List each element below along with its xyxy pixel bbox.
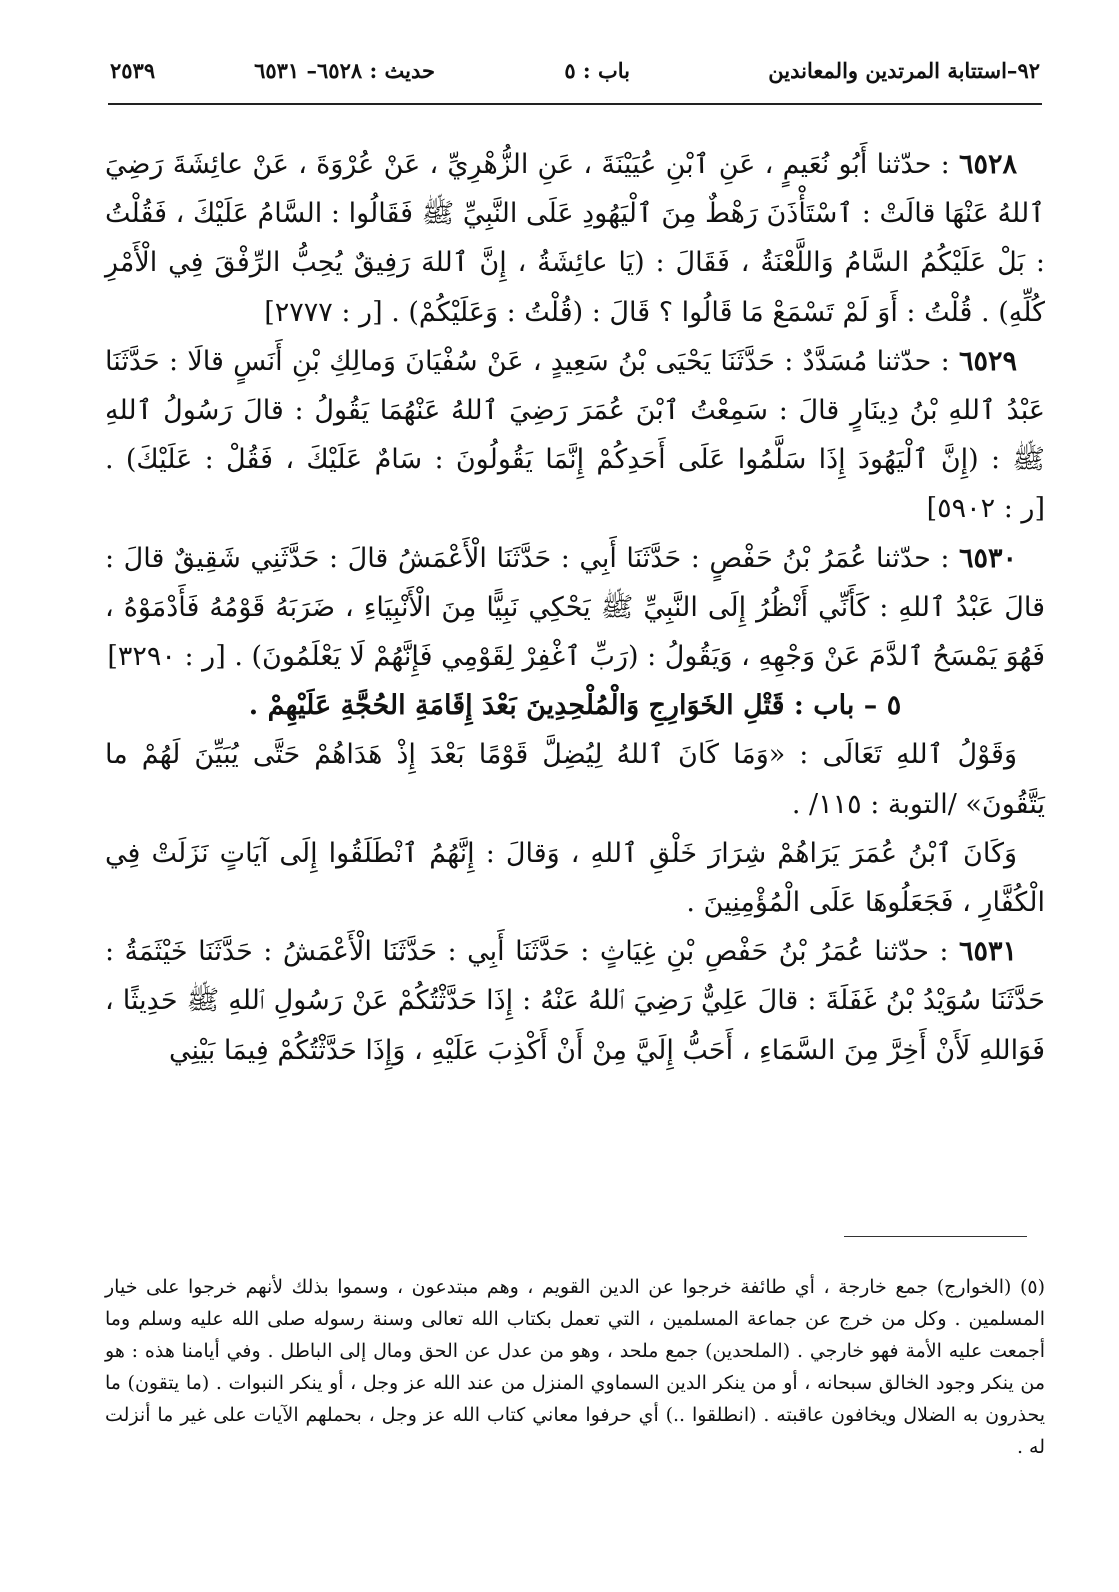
hadith-number: ٦٥٣٠: [958, 542, 1017, 574]
hadith-number: ٦٥٢٩: [958, 345, 1017, 377]
hadith-text: : حدّثنا عُمَرُ بْنُ حَفْصٍ : حَدَّثَنَا أَبِي : حَدَّثَنَا الْأَعْمَشُ قالَ : حَدَّثَنِي شَقِيقٌ قالَ : قالَ عَبْدُ ٱللهِ : كَأَنِّي أَنْظُرُ إِلَى النَّبِيِّ ﷺ يَحْكِي نَبِيًّا مِنَ الْأَنْبِيَاءِ ، ضَرَبَهُ قَوْمُهُ فَأَدْمَوْهُ ، فَهُوَ يَمْسَحُ ٱلدَّمَ عَنْ وَجْهِهِ ، وَيَقُولُ : (رَبِّ ٱغْفِرْ لِقَوْمِي فَإِنَّهُمْ لَا يَعْلَمُونَ) .: [105, 542, 1045, 673]
hadith-text: : حدّثنا أَبُو نُعَيمٍ ، عَنِ ٱبْنِ عُيَيْنَةَ ، عَنِ الزُّهْرِيِّ ، عَنْ عُرْوَةَ ، عَنْ عائِشَةَ رَضِيَ ٱللهُ عَنْهَا قالَتْ : ٱسْتَأْذَنَ رَهْطٌ مِنَ ٱلْيَهُودِ عَلَى النَّبِيِّ ﷺ فَقَالُوا : السَّامُ عَلَيْكَ ، فَقُلْتُ : بَلْ عَلَيْكُمُ السَّامُ وَاللَّعْنَةُ ، فَقَالَ : (يَا عائِشَةُ ، إِنَّ ٱللهَ رَفِيقٌ يُحِبُّ الرِّفْقَ فِي الْأَمْرِ كُلِّهِ) . قُلْتُ : أَوَ لَمْ تَسْمَعْ مَا قَالُوا ؟ قَالَ : (قُلْتُ : وَعَلَيْكُمْ) .: [105, 149, 1045, 328]
footnote-rule: [844, 1236, 1027, 1237]
ibn-umar-saying: وَكَانَ ٱبْنُ عُمَرَ يَرَاهُمْ شِرَارَ خَلْقِ ٱللهِ ، وَقالَ : إِنَّهُمُ ٱنْطَلَقُوا إِلَى آيَاتٍ نَزَلَتْ فِي الْكُفَّارِ ، فَجَعَلُوهَا عَلَى الْمُؤْمِنِينَ .: [105, 837, 1045, 919]
hadith-reference: [ر : ٢٧٧٧]: [264, 296, 383, 328]
hadith-text: : حدّثنا مُسَدَّدٌ : حَدَّثَنَا يَحْيَى بْنُ سَعِيدٍ ، عَنْ سُفْيَانَ وَمالِكِ بْنِ أَنَسٍ قالَا : حَدَّثَنَا عَبْدُ ٱللهِ بْنُ دِينَارٍ قالَ : سَمِعْتُ ٱبْنَ عُمَرَ رَضِيَ ٱللهُ عَنْهُمَا يَقُولُ : قالَ رَسُولُ ٱللهِ ﷺ : (إِنَّ ٱلْيَهُودَ إِذَا سَلَّمُوا عَلَى أَحَدِكُمْ إِنَّمَا يَقُولُونَ : سَامٌ عَلَيْكَ ، فَقُلْ : عَلَيْكَ) .: [105, 345, 1045, 476]
quran-verse: وَقَوْلُ ٱللهِ تَعَالَى : «وَمَا كَانَ ٱللهُ لِيُضِلَّ قَوْمًا بَعْدَ إِذْ هَدَاهُمْ حَتَّى يُبَيِّنَ لَهُمْ ما يَتَّقُونَ» /التوبة : ١١٥/ .: [105, 739, 1045, 820]
hadith-number: ٦٥٣١: [958, 936, 1017, 968]
hadith-reference: [ر : ٣٢٩٠]: [107, 641, 226, 673]
hadith-6529: [105, 337, 1045, 534]
running-header: [110, 50, 1040, 90]
hadith-text: : حدّثنا عُمَرُ بْنُ حَفْصِ بْنِ غِيَاثٍ : حَدَّثَنَا أَبِي : حَدَّثَنَا الْأَعْمَشُ : حَدَّثَنَا خَيْثَمَةُ : حَدَّثَنَا سُوَيْدُ بْنُ غَفَلَةَ : قالَ عَلِيٌّ رَضِيَ ٱللهُ عَنْهُ : إِذَا حَدَّثْتُكُمْ عَنْ رَسُولِ ٱللهِ ﷺ حَدِيثًا ، فَوَاللهِ لَأَنْ أَخِرَّ مِنَ السَّمَاءِ ، أَحَبُّ إِلَيَّ مِنْ أَنْ أَكْذِبَ عَلَيْهِ ، وَإِذَا حَدَّثْتُكُمْ فِيمَا بَيْنِي: [105, 936, 1045, 1066]
header-rule: [108, 103, 1042, 105]
header-chapter-title: ٩٢–استتابة المرتدين والمعاندين: [768, 58, 1040, 83]
hadith-number: ٦٥٢٨: [958, 149, 1017, 180]
footnote: (٥) (الخوارج) جمع خارجة ، أي طائفة خرجوا عن الدين القويم ، وهم مبتدعون ، وسموا بذلك لأنهم خرجوا على خيار المسلمين . وكل من خرج عن جماعة المسلمين ، التي تعمل بكتاب الله تعالى وسنة رسوله صلى الله عليه وسلم وما أجمعت عليه الأمة فهو خارجي . (الملحدين) جمع ملحد ، وهو من عدل عن الحق ومال إلى الباطل . وفي أيامنا هذه : هو من ينكر وجود الخالق سبحانه ، أو من ينكر الدين السماوي المنزل من عند الله عز وجل ، أو ينكر النبوات . (ما يتقون) ما يحذرون به الضلال ويخافون عاقبته . (انطلقوا ..) أي حرفوا معاني كتاب الله عز وجل ، بحملهم الآيات على غير ما أنزلت له .: [105, 1276, 1045, 1458]
main-text: [105, 140, 1045, 1075]
chapter-heading: ٥ – باب : قَتْلِ الخَوَارِجِ وَالْمُلْحِدِينَ بَعْدَ إِقَامَةِ الحُجَّةِ عَلَيْهِمْ .: [248, 690, 902, 722]
hadith-reference: [ر : ٥٩٠٢]: [926, 493, 1045, 525]
page-number: ٢٥٣٩: [110, 58, 156, 83]
header-hadith-range: حديث : ٦٥٢٨– ٦٥٣١: [254, 58, 435, 83]
hadith-6528: [105, 140, 1045, 337]
header-bab-number: باب : ٥: [564, 58, 630, 83]
hadith-6531: [105, 927, 1045, 1075]
hadith-6530: [105, 534, 1045, 682]
